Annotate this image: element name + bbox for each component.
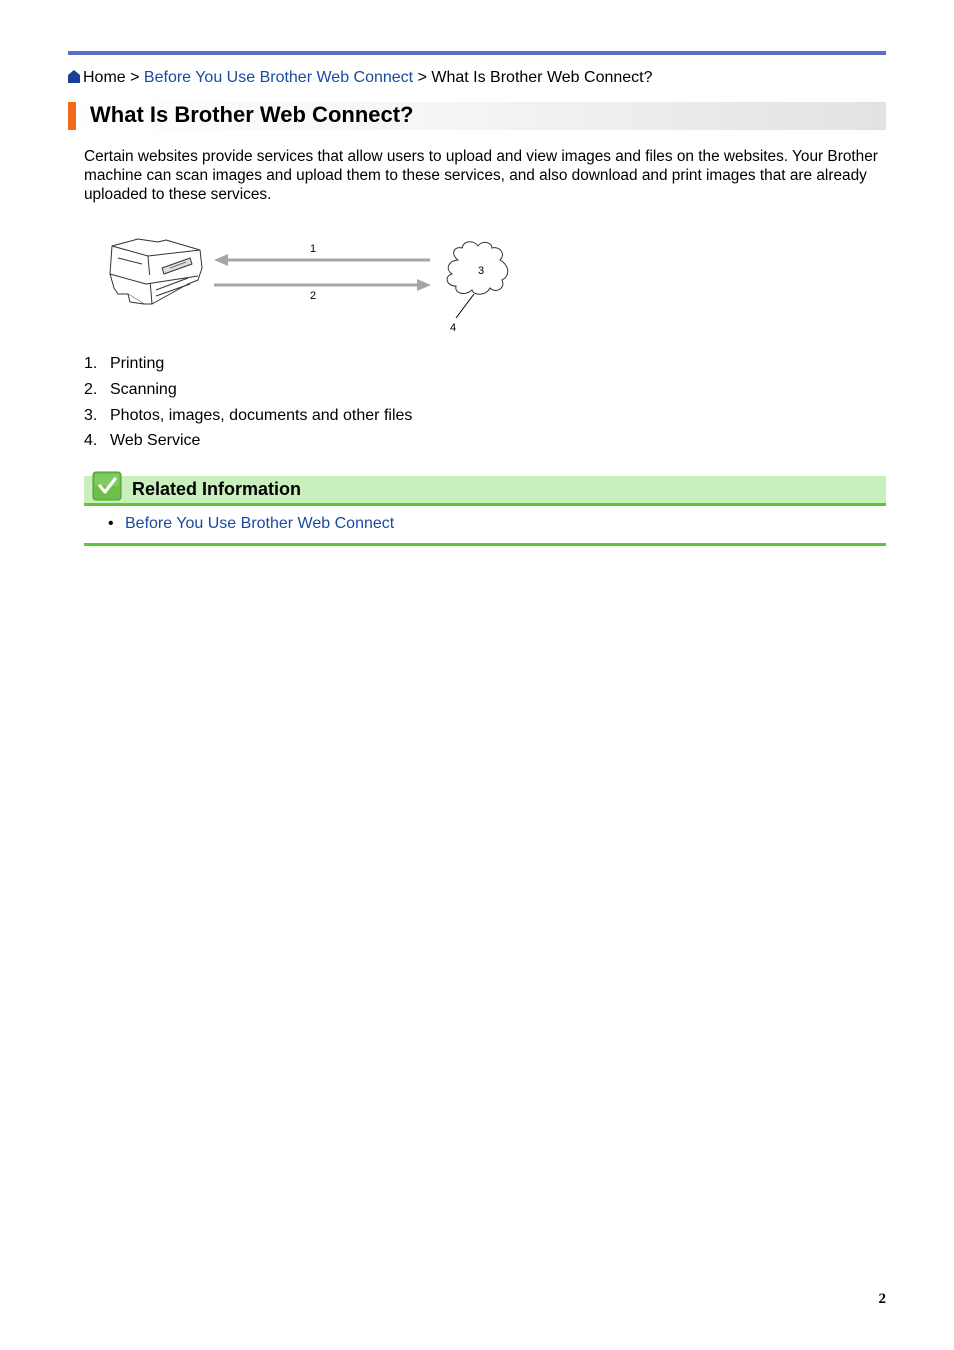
- web-connect-diagram: [100, 232, 530, 342]
- breadcrumb-separator: >: [125, 69, 144, 86]
- breadcrumb-separator: >: [413, 69, 432, 86]
- breadcrumb-parent-link[interactable]: Before You Use Brother Web Connect: [143, 69, 414, 86]
- diagram-label-4: 4: [449, 322, 457, 334]
- breadcrumb-current: What Is Brother Web Connect?: [431, 69, 653, 86]
- related-information-header: [84, 476, 886, 506]
- title-accent: [68, 102, 76, 130]
- home-icon[interactable]: [68, 69, 80, 89]
- breadcrumb-home-link[interactable]: Home: [83, 69, 126, 86]
- scanning-arrowhead: [417, 279, 431, 291]
- list-item: 4. Web Service: [84, 432, 201, 450]
- related-links-list: [108, 514, 394, 534]
- list-item: 3. Photos, images, documents and other files: [84, 406, 413, 424]
- web-service-pointer: [456, 294, 474, 318]
- printer-icon: [110, 239, 202, 304]
- list-item: 2. Scanning: [84, 380, 177, 398]
- page-title: What Is Brother Web Connect?: [90, 102, 414, 127]
- legend-list: [84, 354, 412, 457]
- related-information-title: Related Information: [132, 479, 302, 499]
- page-number: 2: [878, 1291, 886, 1307]
- page-title-bar: [68, 102, 886, 130]
- diagram-label-3: 3: [477, 265, 485, 277]
- bullet: •: [108, 515, 114, 532]
- printing-arrowhead: [214, 254, 228, 266]
- related-bottom-rule: [84, 543, 886, 546]
- related-link-before-you-use[interactable]: Before You Use Brother Web Connect: [125, 515, 395, 532]
- diagram-label-1: 1: [309, 243, 317, 255]
- breadcrumb: [68, 68, 653, 89]
- list-item: 1. Printing: [84, 355, 165, 372]
- checkmark-icon: [92, 471, 122, 506]
- top-rule: [68, 51, 886, 55]
- intro-paragraph: Certain websites provide services that allow users to upload and view images and files on the websites. Your Brother machine can scan images and upload them to these services, and also download and print images that are already uploaded to these services.: [84, 148, 878, 203]
- diagram-label-2: 2: [309, 290, 317, 302]
